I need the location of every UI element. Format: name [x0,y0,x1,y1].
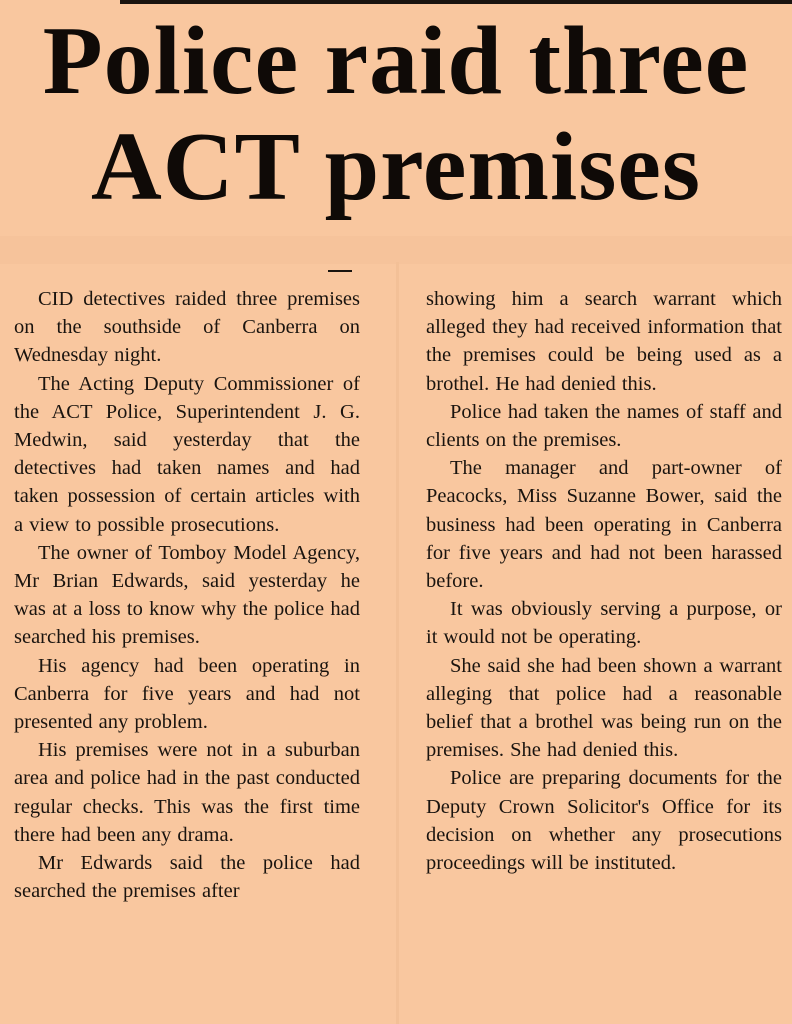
headline [0,8,792,220]
paragraph: It was obviously serving a purpose, or it would not be operating. [426,598,782,649]
paragraph: showing him a search warrant which alleged they had received information that the premises could be being used as a brothel. He had denied this. [426,288,782,395]
headline-line-2: ACT premises [90,113,701,221]
top-rule [120,0,792,4]
paragraph: The manager and part-owner of Peacocks, Miss Suzanne Bower, said the business had been operating in Canberra for five years and had not been harassed before. [426,457,782,593]
article-column-left [14,285,360,905]
paragraph: Police had taken the names of staff and clients on the premises. [426,400,782,452]
paragraph: The owner of Tomboy Model Agency, Mr Brian Edwards, said yesterday he was at a loss to know why the police had searched his premises. [14,541,360,649]
headline-line-1: Police raid three [42,7,750,115]
paragraph: His agency had been operating in Canberra for five years and had not presented any problem. [14,654,360,734]
paragraph: She said she had been shown a warrant alleging that police had a reasonable belief that a brothel was being run on the premises. She had denied this. [426,654,782,762]
article-column-right [426,285,782,877]
paragraph: CID detectives raided three premises on the southside of Canberra on Wednesday night. [14,288,360,367]
paragraph: Mr Edwards said the police had searched the premises after [14,852,360,903]
column-gutter [396,262,399,1024]
paragraph: The Acting Deputy Commissioner of the ACT Police, Superintendent J. G. Medwin, said yesterday that the detectives had taken names and had taken possession of certain articles with a view to possible prosecutions. [14,372,360,536]
separator-band [0,236,792,264]
paragraph: Police are preparing documents for the Deputy Crown Solicitor's Office for its decision on whether any prosecutions proceedings will be instituted. [426,767,782,875]
column-divider-mark [328,270,352,272]
paragraph: His premises were not in a suburban area and police had in the past conducted regular checks. This was the first time there had been any drama. [14,739,360,846]
